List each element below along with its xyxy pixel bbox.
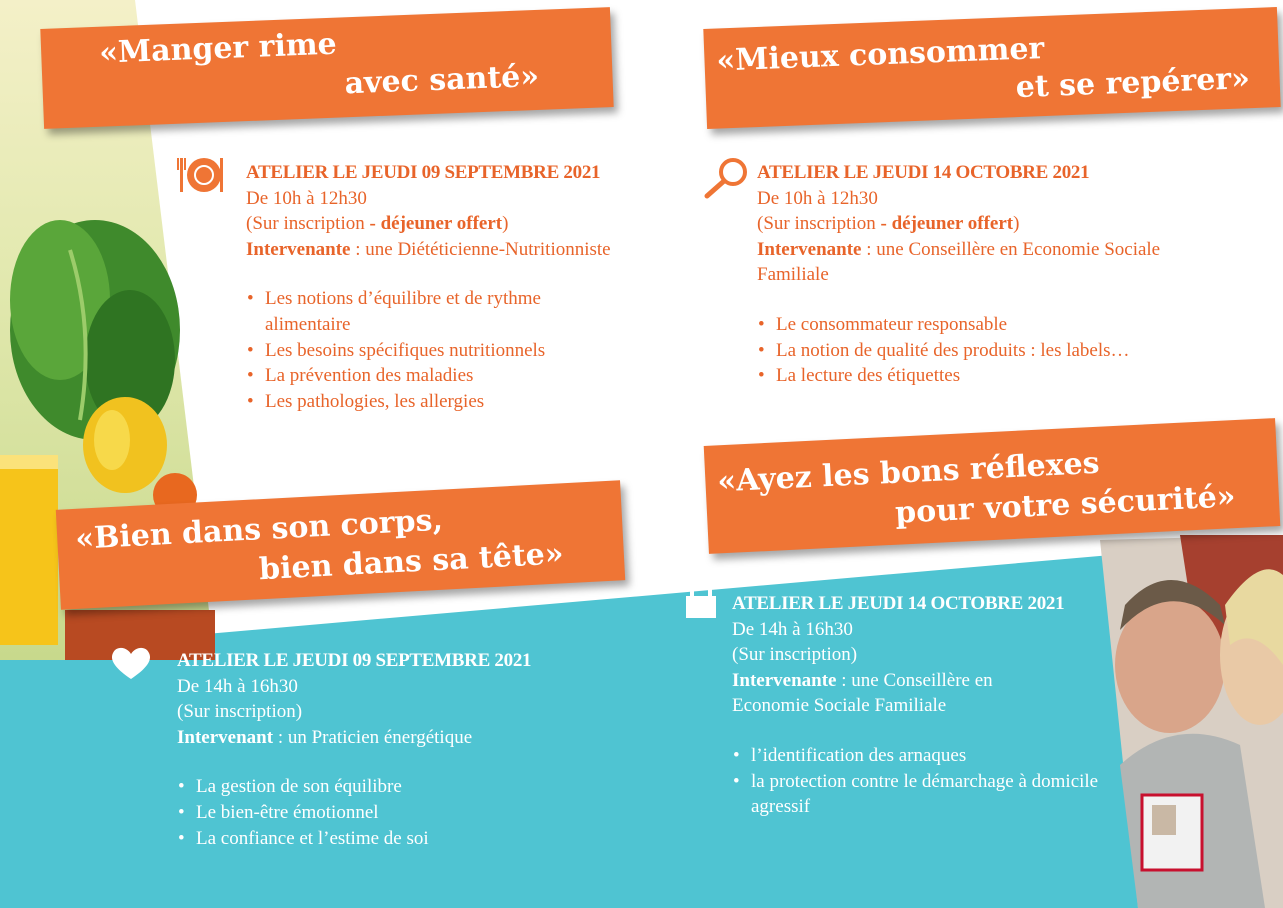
workshop-3-date: ATELIER LE JEUDI 09 SEPTEMBRE 2021 xyxy=(177,650,532,671)
workshop-1-topics xyxy=(246,286,626,414)
list-item: • Les besoins spécifiques nutritionnels xyxy=(246,338,626,364)
workshop-2-time: De 10h à 12h30 xyxy=(757,187,878,209)
list-item: • Le bien-être émotionnel xyxy=(177,800,617,826)
list-item: • Les pathologies, les allergies xyxy=(246,389,626,415)
workshop-2-topics xyxy=(757,312,1237,389)
heart-icon xyxy=(109,645,153,681)
workshop-1-details xyxy=(246,160,626,414)
workshop-2-date: ATELIER LE JEUDI 14 OCTOBRE 2021 xyxy=(757,162,1090,183)
workshop-3-time: De 14h à 16h30 xyxy=(177,675,298,697)
workshop-3-details xyxy=(177,648,617,851)
list-item: • la protection contre le démarchage à domicile agressif xyxy=(732,769,1102,820)
list-item: • La confiance et l’estime de soi xyxy=(177,826,617,852)
workshop-2-title-line2: et se repérer» xyxy=(1015,61,1251,106)
plate-icon xyxy=(176,154,226,196)
workshop-2-signup: (Sur inscription - déjeuner offert) xyxy=(757,213,1020,235)
list-item: • Le consommateur responsable xyxy=(757,312,1237,338)
workshop-3-speaker: Intervenant : un Praticien énergétique xyxy=(177,726,473,748)
list-item: • La notion de qualité des produits : les labels… xyxy=(757,338,1237,364)
workshop-4-title-line1: «Ayez les bons réflexes xyxy=(716,445,1101,500)
workshop-1-speaker: Intervenante : une Diététicienne-Nutritionniste xyxy=(246,238,611,260)
workshop-4-topics xyxy=(732,743,1102,820)
list-item: • La gestion de son équilibre xyxy=(177,774,617,800)
workshop-4-date: ATELIER LE JEUDI 14 OCTOBRE 2021 xyxy=(732,593,1065,614)
workshop-1-title-line1: «Manger rime xyxy=(98,26,338,71)
list-item: • l’identification des arnaques xyxy=(732,743,1102,769)
workshop-2-title-line1: «Mieux consommer xyxy=(715,30,1045,79)
security-advisor-photo xyxy=(1090,535,1283,908)
magnifier-icon xyxy=(703,156,751,200)
list-item: • La lecture des étiquettes xyxy=(757,363,1237,389)
list-item: • La prévention des maladies xyxy=(246,363,626,389)
workshop-4-speaker: Intervenante : une Conseillère en Economie Sociale Familiale xyxy=(732,669,993,717)
workshop-3-topics xyxy=(177,774,617,851)
workshop-4-signup: (Sur inscription) xyxy=(732,644,858,666)
workshop-4-title-line2: pour votre sécurité» xyxy=(894,479,1237,531)
workshop-3-signup: (Sur inscription) xyxy=(177,701,303,723)
list-item: • Les notions d’équilibre et de rythme alimentaire xyxy=(246,286,626,337)
workshop-3-title-line2: bien dans sa tête» xyxy=(258,536,565,588)
workshop-2-details xyxy=(757,160,1237,389)
workshop-1-date: ATELIER LE JEUDI 09 SEPTEMBRE 2021 xyxy=(246,162,601,183)
workshop-4-details xyxy=(732,591,1102,820)
padlock-icon xyxy=(684,578,718,620)
workshop-1-title-line2: avec santé» xyxy=(343,58,540,102)
workshop-3-title-line1: «Bien dans son corps, xyxy=(74,502,444,557)
workshop-2-speaker: Intervenante : une Conseillère en Economie Sociale Familiale xyxy=(757,238,1161,286)
workshop-1-signup: (Sur inscription - déjeuner offert) xyxy=(246,213,509,235)
workshop-1-time: De 10h à 12h30 xyxy=(246,187,367,209)
workshop-4-time: De 14h à 16h30 xyxy=(732,618,853,640)
